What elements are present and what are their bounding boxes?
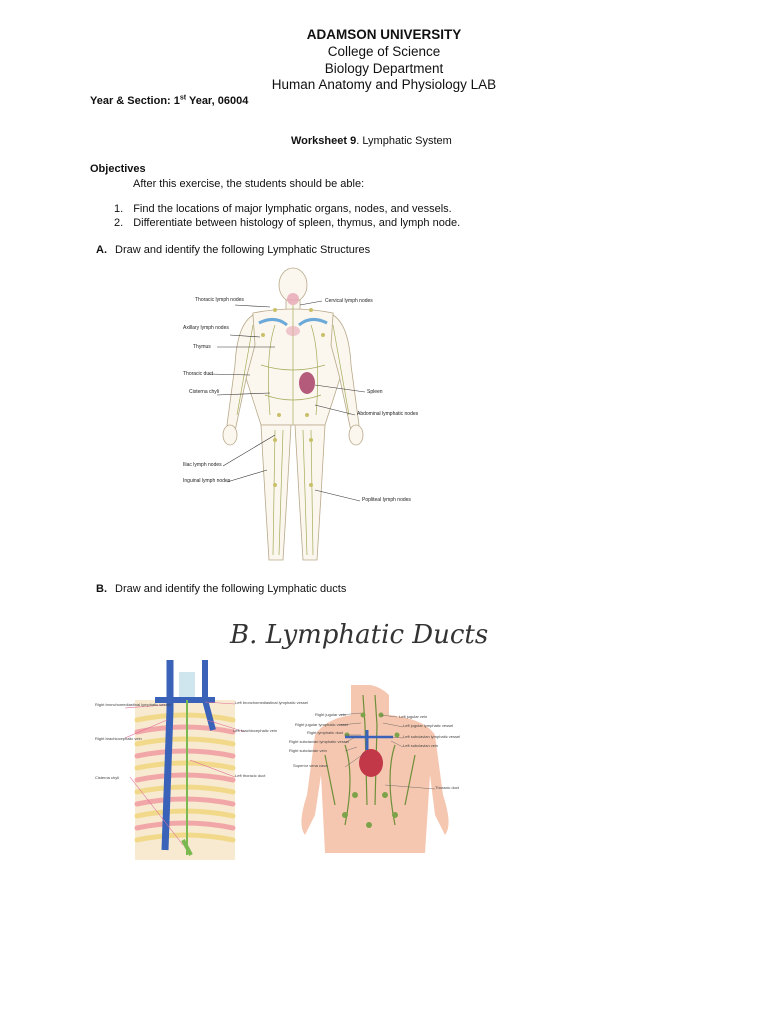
label-popliteal-nodes: Popliteal lymph nodes [362, 497, 411, 503]
label-inguinal-nodes: Inguinal lymph nodes [183, 478, 231, 484]
label-left-thoracic-duct: Left thoracic duct [235, 773, 266, 778]
label-cisterna-chyli-b: Cisterna chyli [95, 775, 120, 780]
section-a-heading: A. Draw and identify the following Lymphatic Structures [96, 244, 371, 256]
torso-illustration [285, 685, 470, 855]
objectives-title: Objectives [90, 163, 146, 175]
label-cisterna-chyli: Cisterna chyli [189, 389, 220, 395]
label-left-jugular-vein: Left jugular vein [399, 714, 428, 719]
college-name: College of Science [327, 44, 441, 59]
label-left-jugular-lymph: Left jugular lymphatic vessel [403, 723, 454, 728]
label-left-subclavian-vein: Left subclavian vein [403, 743, 439, 748]
objectives-intro: After this exercise, the students should be able: [133, 178, 365, 190]
objective-item-2: 2. Differentiate between histology of spleen, thymus, and lymph node. [114, 217, 461, 229]
label-thoracic-duct: Thoracic duct [183, 371, 214, 377]
label-cervical-nodes: Cervical lymph nodes [325, 298, 373, 304]
label-right-subclavian-vein: Right subclavian vein [289, 748, 327, 753]
label-abdominal-nodes: Abdominal lymphatic nodes [357, 411, 419, 417]
label-right-jugular-lymph: Right jugular lymphatic vessel [295, 722, 348, 727]
body-outline-illustration [175, 265, 420, 575]
label-right-bronchomediastinal: Right bronchomediastinal lymphatic vessel [95, 702, 171, 707]
torso-ducts-figure [285, 685, 470, 855]
lymphatic-ducts-figure-title: B. Lymphatic Ducts [230, 620, 489, 650]
label-iliac-nodes: Iliac lymph nodes [183, 462, 222, 468]
lymphatic-structures-figure [175, 265, 420, 575]
label-spleen: Spleen [367, 389, 383, 395]
label-right-lymphatic-duct: Right lymphatic duct [307, 730, 344, 735]
section-b-heading: B. Draw and identify the following Lymphatic ducts [96, 583, 347, 595]
label-right-jugular-vein: Right jugular vein [315, 712, 346, 717]
label-superior-vena-cava: Superior vena cava [293, 763, 328, 768]
label-thymus: Thymus [193, 344, 211, 350]
worksheet-title: Worksheet 9. Lymphatic System [291, 135, 452, 147]
label-thoracic-nodes: Thoracic lymph nodes [195, 297, 244, 303]
label-axillary-nodes: Axillary lymph nodes [183, 325, 229, 331]
label-thoracic-duct-b: Thoracic duct [435, 785, 460, 790]
label-left-bronchomediastinal: Left bronchomediastinal lymphatic vessel [235, 700, 308, 705]
label-right-subclavian-lymph: Right subclavian lymphatic vessel [289, 739, 349, 744]
label-left-subclavian-lymph: Left subclavian lymphatic vessel [403, 734, 461, 739]
ribcage-illustration [95, 660, 278, 860]
course-name: Human Anatomy and Physiology LAB [271, 77, 497, 92]
label-right-brachiocephalic: Right brachiocephalic vein [95, 736, 142, 741]
label-left-brachiocephalic: Left brachiocephalic vein [233, 728, 278, 733]
department-name: Biology Department [324, 61, 444, 76]
objective-item-1: 1. Find the locations of major lymphatic organs, nodes, and vessels. [114, 203, 452, 215]
university-name: ADAMSON UNIVERSITY [306, 27, 462, 42]
year-section: Year & Section: 1st Year, 06004 [90, 94, 249, 107]
